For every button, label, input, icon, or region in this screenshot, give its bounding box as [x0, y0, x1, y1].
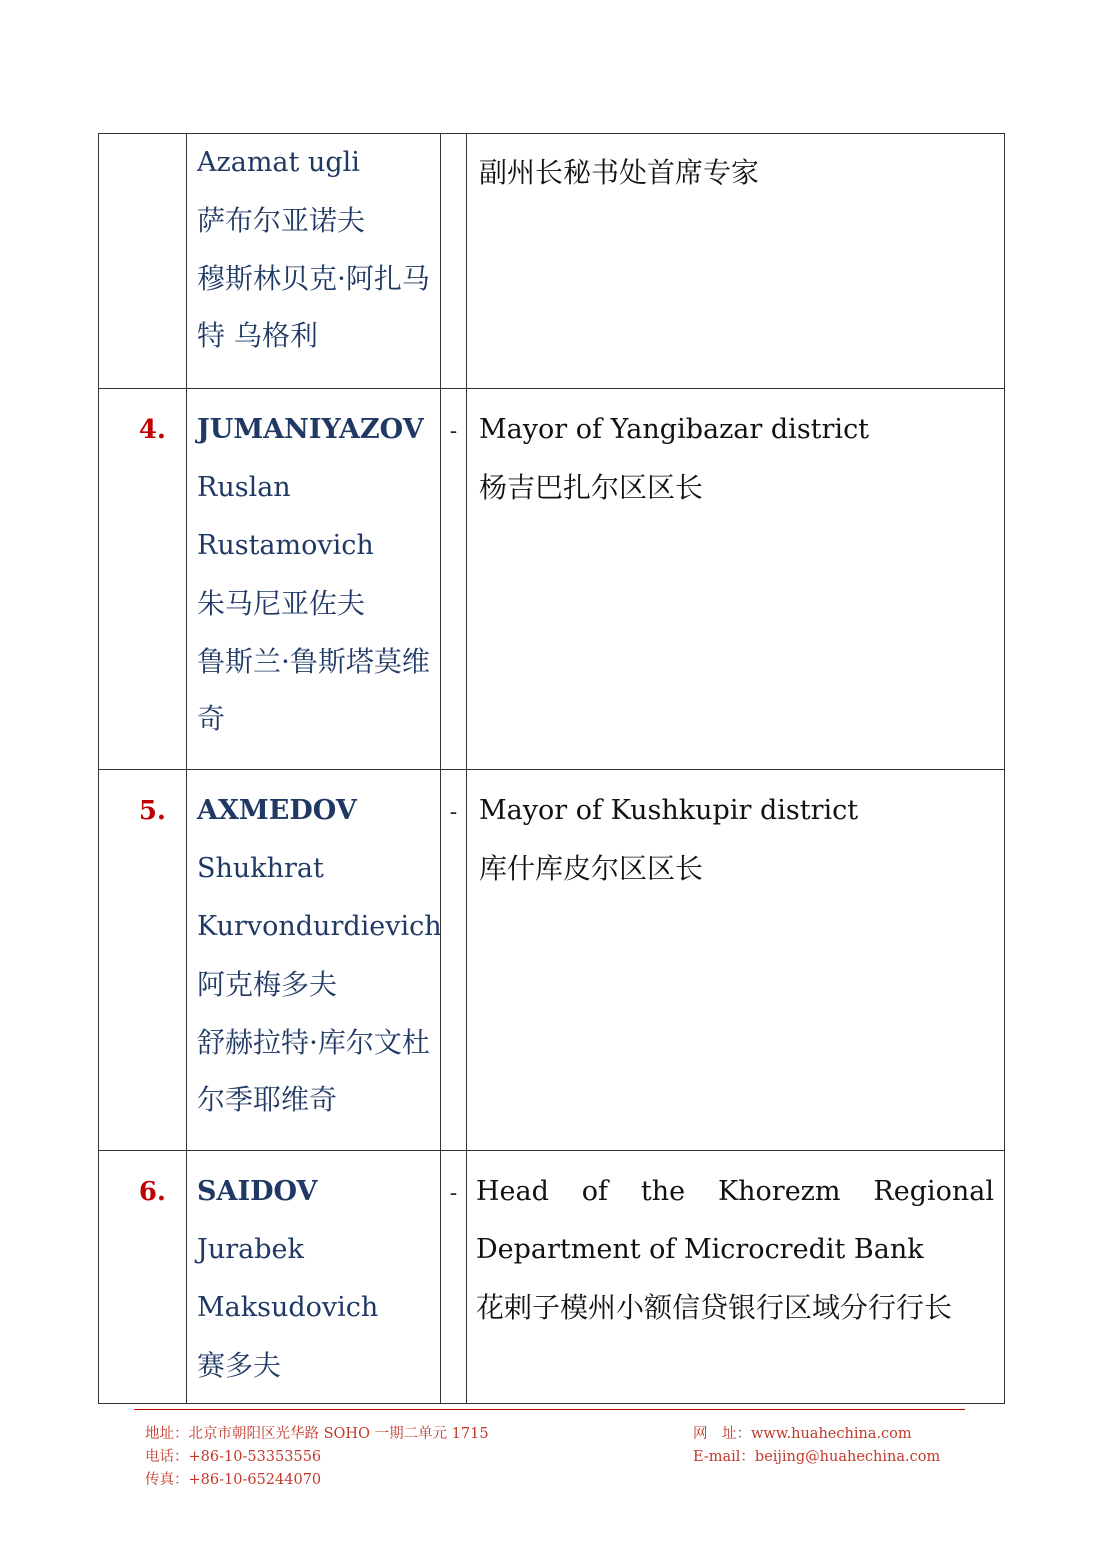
name-cell [187, 134, 441, 389]
position-cell [467, 389, 1005, 770]
dash-cell [441, 770, 467, 1151]
footer-fax: 传真：+86-10-65244070 [145, 1472, 322, 1488]
name-cell [187, 770, 441, 1151]
surname: AXMEDOV [197, 795, 357, 826]
given-name: Jurabek [197, 1234, 304, 1265]
dash: - [449, 800, 458, 825]
patronymic: Maksudovich [197, 1292, 379, 1323]
patronymic: Kurvondurdievich [197, 911, 442, 942]
table-row [99, 134, 1005, 389]
position-chinese: 杨吉巴扎尔区区长 [479, 471, 704, 504]
patronymic: Rustamovich [197, 530, 374, 561]
footer-phone: 电话：+86-10-53353556 [145, 1449, 322, 1465]
name-chinese-full: 鲁斯兰·鲁斯塔莫维奇 [197, 645, 430, 735]
footer-divider [134, 1409, 965, 1410]
surname: JUMANIYAZOV [197, 414, 424, 445]
footer-address: 地址：北京市朝阳区光华路 SOHO 一期二单元 1715 [145, 1426, 489, 1442]
footer-website[interactable]: 网 址：www.huahechina.com [693, 1426, 912, 1442]
table-row [99, 770, 1005, 1151]
dash-cell [441, 389, 467, 770]
position-english-line2: Department of Microcredit Bank [476, 1234, 924, 1265]
dash: - [449, 419, 458, 444]
row-number-cell [99, 134, 187, 389]
footer-email[interactable]: E-mail：beijing@huahechina.com [693, 1449, 941, 1465]
dash-cell [441, 134, 467, 389]
position-chinese: 花剌子模州小额信贷银行区域分行行长 [476, 1291, 953, 1324]
row-number: 5. [138, 796, 166, 826]
given-name: Ruslan [197, 472, 291, 503]
position-english-line1: Head of the Khorezm Regional [476, 1176, 994, 1207]
position-chinese: 副州长秘书处首席专家 [479, 156, 760, 189]
row-number-cell [99, 770, 187, 1151]
name-chinese-full: 舒赫拉特·库尔文杜尔季耶维奇 [197, 1026, 430, 1116]
position-cell [467, 134, 1005, 389]
name-cell [187, 389, 441, 770]
dash-cell [441, 1151, 467, 1404]
table-row [99, 389, 1005, 770]
name-cell [187, 1151, 441, 1404]
position-cell [467, 1151, 1005, 1404]
row-number-cell [99, 389, 187, 770]
given-name: Azamat ugli [197, 147, 360, 178]
row-number-cell [99, 1151, 187, 1404]
dash: - [449, 1181, 458, 1206]
row-number: 4. [138, 415, 166, 445]
given-name: Shukhrat [197, 853, 324, 884]
delegation-table [98, 133, 1005, 1404]
name-chinese: 阿克梅多夫 [197, 968, 338, 1001]
row-number: 6. [138, 1177, 166, 1207]
table-row [99, 1151, 1005, 1404]
name-chinese: 赛多夫 [197, 1349, 282, 1382]
footer-contact-left [145, 1423, 489, 1492]
footer-contact-right [693, 1423, 940, 1469]
name-chinese: 萨布尔亚诺夫 [197, 204, 366, 237]
surname: SAIDOV [197, 1176, 318, 1207]
position-english: Mayor of Yangibazar district [479, 414, 870, 445]
name-chinese: 朱马尼亚佐夫 [197, 587, 366, 620]
position-english: Mayor of Kushkupir district [479, 795, 859, 826]
position-cell [467, 770, 1005, 1151]
name-chinese-full: 穆斯林贝克·阿扎马特 乌格利 [197, 262, 430, 352]
position-chinese: 库什库皮尔区区长 [479, 852, 704, 885]
